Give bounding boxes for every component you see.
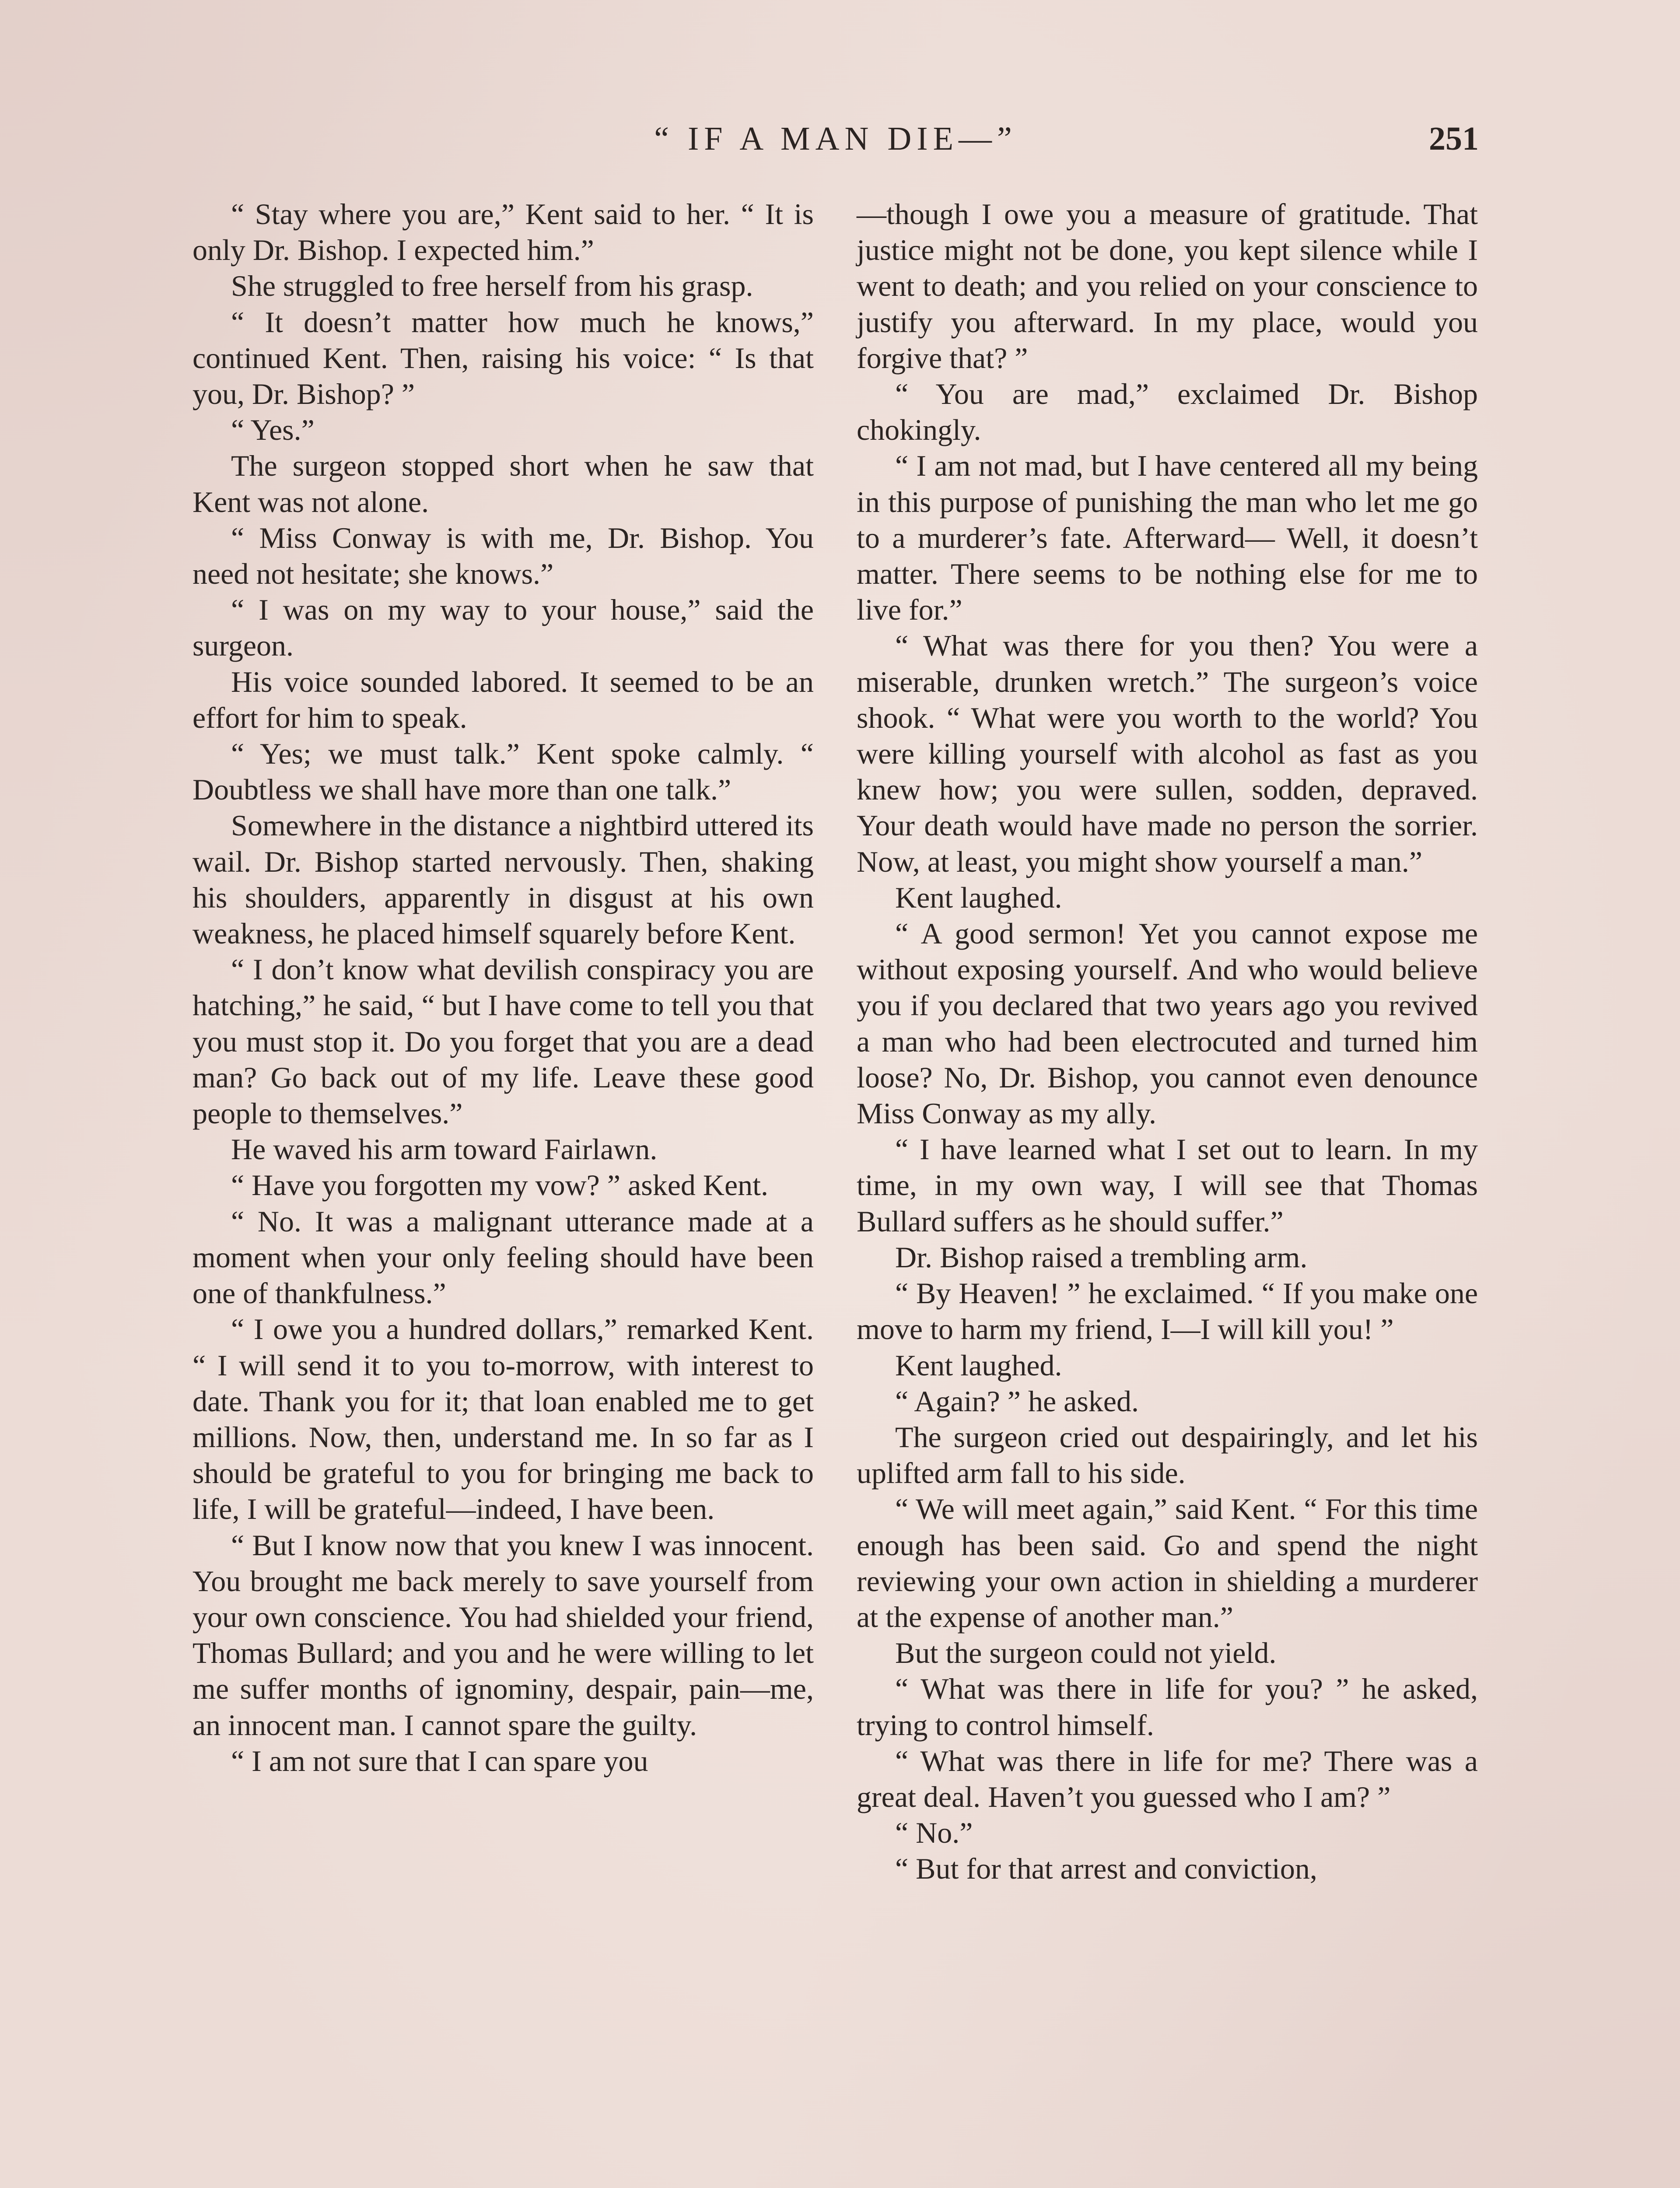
paragraph: Dr. Bishop raised a trembling arm. [895,1240,1308,1274]
paragraph: “ By Heaven! ” he exclaimed. “ If you make one move to harm my friend, I—I will kill you! ” [857,1276,1478,1346]
paragraph: The surgeon stopped short when he saw that Kent was not alone. [192,449,814,519]
paragraph: “ No.” [895,1816,973,1850]
left-column [192,196,814,1779]
paragraph: She struggled to free herself from his grasp. [231,269,753,303]
paragraph: “ Miss Conway is with me, Dr. Bishop. You need not hesitate; she knows.” [192,521,814,591]
paragraph: “ I have learned what I set out to learn. In my time, in my own way, I will see that Thomas Bullard suffers as he should suffer.” [857,1133,1478,1238]
paragraph: “ I don’t know what devilish conspiracy you are hatching,” he said, “ but I have come to tell you that you must stop it. Do you forget that you are a dead man? Go back out of my life. Leave these good people to themselves.” [192,953,814,1130]
paragraph: “ I am not sure that I can spare you [231,1744,648,1778]
paragraph: “ Have you forgotten my vow? ” asked Kent. [231,1168,769,1202]
paragraph: Kent laughed. [895,1348,1062,1382]
paragraph: The surgeon cried out despairingly, and let his uplifted arm fall to his side. [857,1420,1478,1490]
paragraph: “ Stay where you are,” Kent said to her. “ It is only Dr. Bishop. I expected him.” [192,197,814,267]
paragraph: “ It doesn’t matter how much he knows,” continued Kent. Then, raising his voice: “ Is that you, Dr. Bishop? ” [192,305,814,411]
paragraph: “ But for that arrest and conviction, [895,1852,1317,1886]
continued-paragraph: —though I owe you a measure of gratitude. That justice might not be done, you kept silence while I went to death; and you relied on your conscience to justify you afterward. In my place, would you forgive that? ” [857,197,1478,375]
paragraph: “ A good sermon! Yet you cannot expose me without exposing yourself. And who would believe you if you declared that two years ago you revived a man who had been electrocuted and turned him loose? No, Dr. Bishop, you cannot even denounce Miss Conway as my ally. [857,917,1478,1130]
page-header [192,115,1479,163]
page-number: 251 [1429,120,1479,157]
paragraph: But the surgeon could not yield. [895,1636,1277,1670]
paragraph: Somewhere in the distance a nightbird uttered its wail. Dr. Bishop started nervously. Then, shaking his shoulders, apparently in disgust at his own weakness, he placed himself squarely before Kent. [192,809,814,950]
paragraph: Kent laughed. [895,880,1062,914]
running-title: “ IF A MAN DIE—” [654,120,1017,157]
paragraph: “ What was there for you then? You were a miserable, drunken wretch.” The surgeon’s voice shook. “ What were you worth to the world? You were killing yourself with alcohol as fast as you knew how; you were sullen, sodden, depraved. Your death would have made no person the sorrier. Now, at least, you might show yourself a man.” [857,629,1478,878]
right-column [857,196,1478,1887]
paragraph: “ I owe you a hundred dollars,” remarked Kent. “ I will send it to you to-morrow, with interest to date. Thank you for it; that loan enabled me to get millions. Now, then, understand me. In so far as I should be grateful to you for bringing me back to life, I will be grateful—indeed, I have been. [192,1312,814,1526]
paragraph: “ We will meet again,” said Kent. “ For this time enough has been said. Go and spend the night reviewing your own action in shielding a murderer at the expense of another man.” [857,1492,1478,1634]
paragraph: “ You are mad,” exclaimed Dr. Bishop chokingly. [857,377,1478,447]
paragraph: “ I was on my way to your house,” said the surgeon. [192,593,814,663]
paragraph: “ Again? ” he asked. [895,1384,1139,1418]
paragraph: “ What was there in life for me? There was a great deal. Haven’t you guessed who I am? ” [857,1744,1478,1813]
paragraph: “ What was there in life for you? ” he asked, trying to control himself. [857,1672,1478,1742]
paragraph: “ I am not mad, but I have centered all my being in this purpose of punishing the man who let me go to a murderer’s fate. Afterward— Well, it doesn’t matter. There seems to be nothing else for me to live for.” [857,449,1478,627]
paragraph: His voice sounded labored. It seemed to be an effort for him to speak. [192,665,814,734]
paragraph: He waved his arm toward Fairlawn. [231,1133,658,1166]
paragraph: “ No. It was a malignant utterance made at a moment when your only feeling should have been one of thankfulness.” [192,1204,814,1310]
paragraph: “ But I know now that you knew I was innocent. You brought me back merely to save yourself from your own conscience. You had shielded your friend, Thomas Bullard; and you and he were willing to let me suffer months of ignominy, despair, pain—me, an innocent man. I cannot spare the guilty. [192,1528,814,1742]
paragraph: “ Yes; we must talk.” Kent spoke calmly. “ Doubtless we shall have more than one talk.” [192,737,814,806]
paragraph: “ Yes.” [231,413,315,447]
